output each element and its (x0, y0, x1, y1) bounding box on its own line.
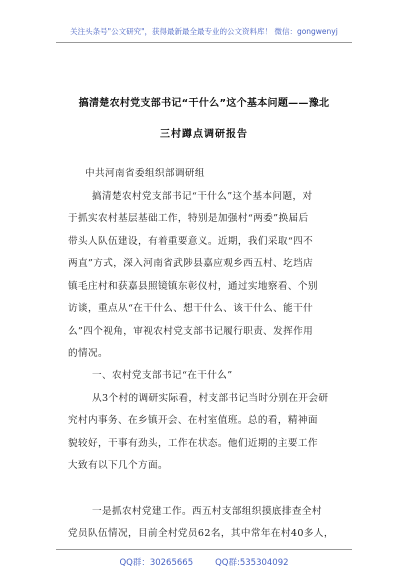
footer-qq-group-2: QQ群:535304092 (215, 558, 289, 568)
paragraph-line: 一是抓农村党建工作。西五村支部组织摸底排查全村 (92, 506, 322, 517)
author-line: 中共河南省委组织部调研组 (85, 168, 205, 179)
footer-qq-group-1: QQ群：30265665 (119, 558, 194, 568)
paragraph-line: 两直”方式，深入河南省武陟县嘉应观乡西五村、圪垱店 (68, 258, 314, 269)
header-divider (56, 42, 352, 43)
document-title-line2: 三村蹲点调研报告 (160, 129, 248, 140)
paragraph-line: 大致有以下几个方面。 (68, 460, 168, 471)
paragraph-line: 貌较好，干事有劲头，工作在状态。他们近期的主要工作 (68, 438, 318, 449)
section-heading: 一、农村党支部书记“在干什么” (92, 370, 233, 381)
footer (0, 556, 408, 568)
paragraph-line: 带头人队伍建设，有着重要意义。近期，我们采取“四不 (68, 236, 314, 247)
paragraph-line: 访谈，重点从“在干什么、想干什么、该干什么、能干什 (68, 303, 314, 314)
paragraph-line: 于抓实农村基层基础工作，特别是加强村“两委”换届后 (68, 213, 309, 224)
header-note: 关注头条号"公文研究"，获得最新最全最专业的公文资料库！ 微信：gongwenyj (70, 27, 338, 36)
paragraph-line: 搞清楚农村党支部书记“干什么”这个基本问题，对 (92, 191, 313, 202)
paragraph-line: 从3个村的调研实际看，村支部书记当时分别在开会研 (92, 393, 329, 404)
paragraph-line: 么”四个视角，审视农村党支部书记履行职责、发挥作用 (68, 326, 314, 337)
paragraph-line: 究村内事务、在乡镇开会、在村室值班。总的看，精神面 (68, 415, 318, 426)
paragraph-line: 的情况。 (68, 348, 108, 359)
paragraph-line: 镇毛庄村和获嘉县照镜镇东彰仪村，通过实地察看、个别 (68, 281, 318, 292)
document-title-line1: 搞清楚农村党支部书记“干什么”这个基本问题——豫北 (78, 98, 330, 109)
footer-divider (56, 549, 352, 550)
paragraph-line: 党员队伍情况，目前全村党员62名，其中常年在村40多人， (68, 528, 334, 539)
